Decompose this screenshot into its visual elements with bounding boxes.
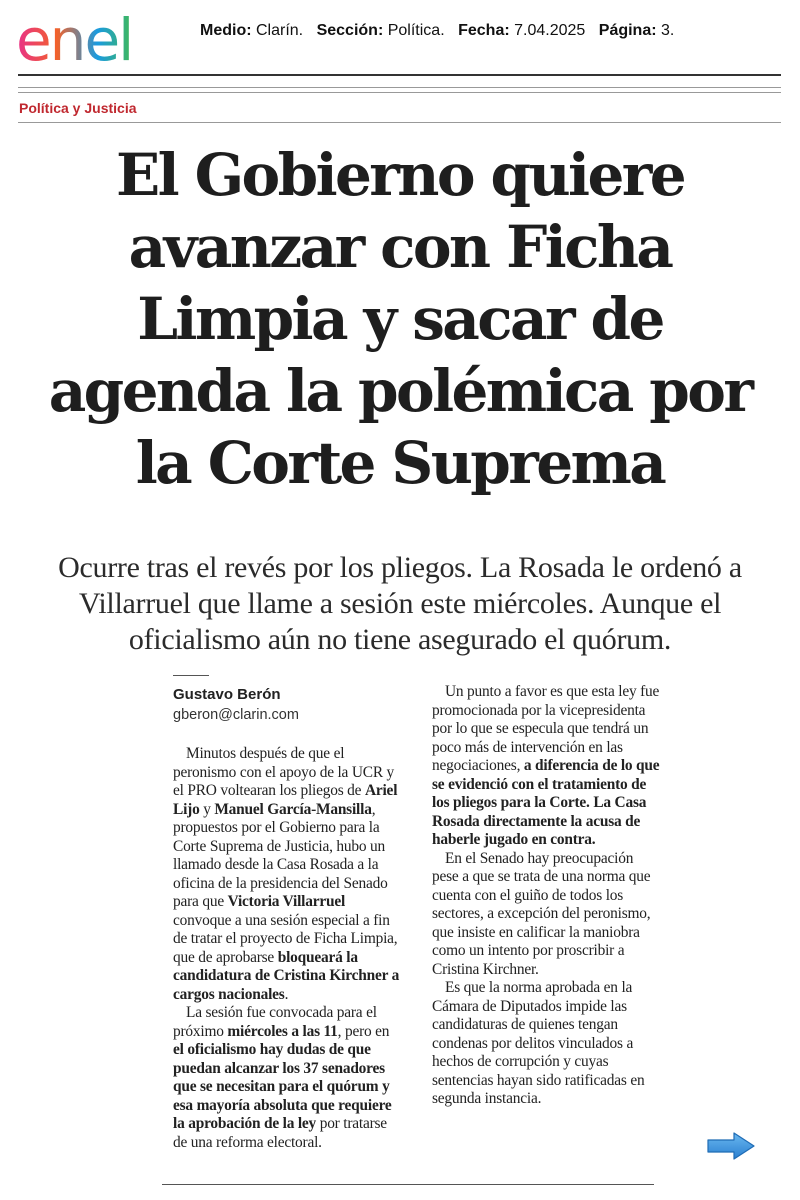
enel-logo bbox=[16, 8, 168, 70]
header-divider bbox=[18, 74, 781, 76]
bold-text-run: Manuel García-Mansilla bbox=[214, 800, 372, 818]
meta-pagina-label: Página: bbox=[598, 22, 657, 39]
bold-text-run: miércoles a las 11 bbox=[227, 1022, 338, 1040]
body-paragraph bbox=[432, 850, 660, 980]
text-run: y bbox=[199, 800, 215, 818]
meta-medio-label: Medio: bbox=[200, 22, 252, 39]
bold-text-run: Victoria Villarruel bbox=[227, 893, 346, 910]
text-run: Minutos después de que el peronismo con el apoyo de la UCR y el PRO voltearan los pliegos de bbox=[173, 745, 395, 799]
meta-fecha-label: Fecha: bbox=[458, 22, 510, 39]
body-paragraph bbox=[432, 979, 660, 1109]
author-name: Gustavo Berón bbox=[173, 686, 281, 703]
publication-metadata bbox=[200, 22, 790, 40]
meta-seccion-label: Sección: bbox=[316, 22, 384, 39]
bold-text-run: a diferencia de lo que se evidenció con el tratamiento de los pliegos para la Corte. La Casa Rosada directamente la acusa de haberle jugado en contra. bbox=[432, 757, 660, 848]
headline: El Gobierno quiere avanzar con Ficha Limpia y sacar de agenda la polémica por la Corte Suprema bbox=[48, 141, 752, 497]
svg-text:enel: enel bbox=[16, 8, 133, 70]
body-paragraph bbox=[432, 683, 660, 850]
section-rule-top bbox=[18, 87, 781, 88]
text-run: , propuestos por el Gobierno para la Corte Suprema de Justicia, hubo un llamado desde la Casa Rosada a la oficina de la presidencia del Senado para que bbox=[173, 800, 388, 910]
deck-summary: Ocurre tras el revés por los pliegos. La Rosada le ordenó a Villarruel que llame a sesión este miércoles. Aunque el oficialismo aún no tiene asegurado el quórum. bbox=[58, 551, 742, 656]
meta-seccion-value: Política. bbox=[387, 22, 445, 39]
body-paragraph bbox=[173, 745, 401, 1004]
meta-pagina-value: 3. bbox=[661, 22, 675, 39]
text-run: convoque a una sesión especial a fin de tratar el proyecto de Ficha Limpia, que de aprobarse bbox=[173, 911, 398, 966]
text-run: , pero en bbox=[337, 1022, 390, 1040]
bottom-rule bbox=[162, 1184, 654, 1185]
meta-fecha-value: 7.04.2025 bbox=[514, 22, 586, 39]
section-rule-top-2 bbox=[18, 92, 781, 93]
section-rule-bottom bbox=[18, 122, 781, 123]
bold-text-run: Ariel Lijo bbox=[173, 782, 398, 818]
bold-text-run: bloqueará la candidatura de Cristina Kirchner a cargos nacionales bbox=[173, 948, 400, 1003]
body-paragraph bbox=[173, 1004, 401, 1152]
text-run: por tratarse de una reforma electoral. bbox=[173, 1115, 387, 1151]
body-column-1 bbox=[173, 745, 401, 1152]
meta-medio-value: Clarín. bbox=[256, 22, 304, 39]
body-column-2 bbox=[432, 683, 660, 1109]
text-run: Un punto a favor es que esta ley fue promocionada por la vicepresidenta por lo que se especula que tendrá un poco más de intervención en las negociaciones, bbox=[432, 683, 660, 774]
text-run: Es que la norma aprobada en la Cámara de Diputados impide las candidaturas de quienes tengan condenas por delitos vinculados a hechos de corrupción y cuyas sentencias hayan sido ratificadas en segunda instancia. bbox=[432, 979, 645, 1107]
author-email: gberon@clarin.com bbox=[173, 707, 299, 723]
byline-rule bbox=[173, 675, 209, 676]
section-label: Política y Justicia bbox=[19, 100, 137, 116]
arrow-right-icon[interactable] bbox=[706, 1131, 756, 1161]
bold-text-run: el oficialismo hay dudas de que puedan alcanzar los 37 senadores que se necesitan para el quórum y esa mayoría absoluta que requiere la aprobación de la ley bbox=[173, 1041, 392, 1132]
text-run: En el Senado hay preocupación pese a que se trata de una norma que cuenta con el guiño de todos los sectores, a excepción del peronismo, que insiste en calificar la maniobra como un intento por proscribir a Cristina Kirchner. bbox=[432, 849, 651, 978]
text-run: La sesión fue convocada para el próximo bbox=[173, 1004, 377, 1040]
text-run: . bbox=[284, 985, 289, 1003]
